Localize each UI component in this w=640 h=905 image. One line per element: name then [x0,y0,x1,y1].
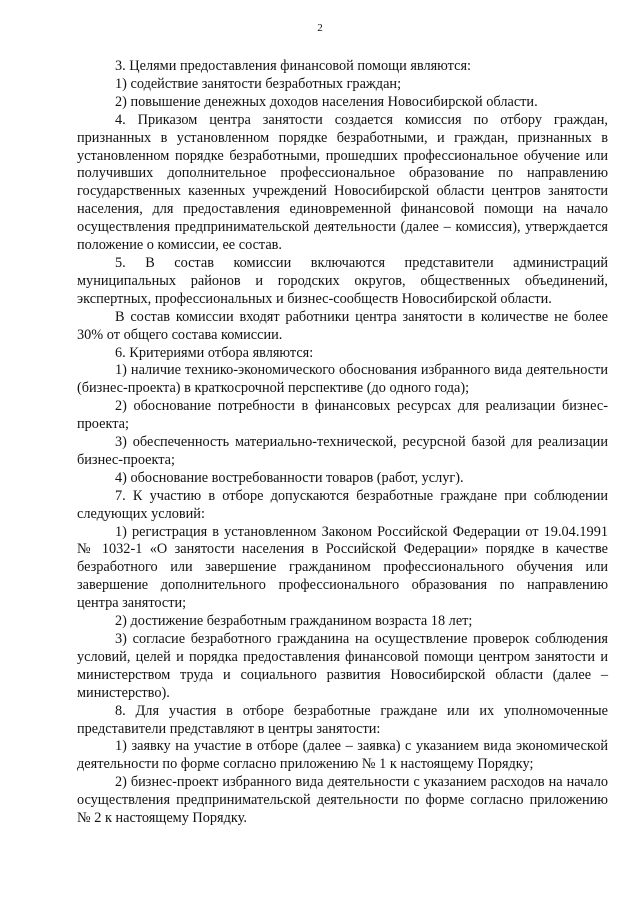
paragraph-clause-4: 4. Приказом центра занятости создается комиссия по отбору граждан, признанных в установленном порядке безработными, и граждан, признанных в установленном порядке безработными, прошедших профессиональное обучение или получивших дополнительное профессиональное образование по направлению государственных казенных учреждений Новосибирской области центров занятости населения, для предоставления единовременной финансовой помощи на начало осуществления предпринимательской деятельности (далее – комиссия), утверждается положение о комиссии, ее состав. [77,111,608,254]
page-number: 2 [317,22,323,34]
paragraph-criteria-heading: 6. Критериями отбора являются: [115,344,314,361]
paragraph-commission-share: В состав комиссии входят работники центра занятости в количестве не более 30% от общего состава комиссии. [77,308,608,343]
paragraph-condition-1: 1) регистрация в установленном Законом Российской Федерации от 19.04.1991 № 1032-1 «О занятости населения в Российской Федерации» порядке в качестве безработного или завершение гражданином профессионального обучения или завершение дополнительного профессионального образования по направлению центра занятости; [77,523,608,612]
document-body [77,58,608,828]
paragraph-clause-8: 8. Для участия в отборе безработные граждане или их уполномоченные представители представляют в центры занятости: [77,702,608,737]
paragraph-clause-7: 7. К участию в отборе допускаются безработные граждане при соблюдении следующих условий: [77,487,608,522]
paragraph-criterion-4: 4) обоснование востребованности товаров (работ, услуг). [115,469,464,486]
paragraph-criterion-3: 3) обеспеченность материально-технической, ресурсной базой для реализации бизнес-проекта; [77,434,608,468]
paragraph-document-1: 1) заявку на участие в отборе (далее – заявка) с указанием вида экономической деятельности по форме согласно приложению № 1 к настоящему Порядку; [77,738,608,773]
paragraph-goal-2: 2) повышение денежных доходов населения Новосибирской области. [115,93,538,110]
paragraph-clause-5: 5. В состав комиссии включаются представители администраций муниципальных районов и городских округов, общественных объединений, экспертных, профессиональных и бизнес-сообществ Новосибирской области. [77,254,608,307]
paragraph-condition-3: 3) согласие безработного гражданина на осуществление проверок соблюдения условий, целей и порядка предоставления финансовой помощи центром занятости и министерством труда и социального развития Новосибирской области (далее – министерство). [77,631,608,701]
paragraph-criterion-2: 2) обоснование потребности в финансовых ресурсах для реализации бизнес-проекта; [77,398,608,433]
paragraph-condition-2: 2) достижение безработным гражданином возраста 18 лет; [115,613,473,630]
paragraph-goal-1: 1) содействие занятости безработных граждан; [115,75,402,92]
paragraph-goals-heading: 3. Целями предоставления финансовой помощи являются: [115,58,471,74]
paragraph-criterion-1: 1) наличие технико-экономического обоснования избранного вида деятельности (бизнес-проекта) в краткосрочной перспективе (до одного года); [77,362,608,397]
paragraph-document-2: 2) бизнес-проект избранного вида деятельности с указанием расходов на начало осуществления предпринимательской деятельности по форме согласно приложению № 2 к настоящему Порядку. [77,774,608,827]
